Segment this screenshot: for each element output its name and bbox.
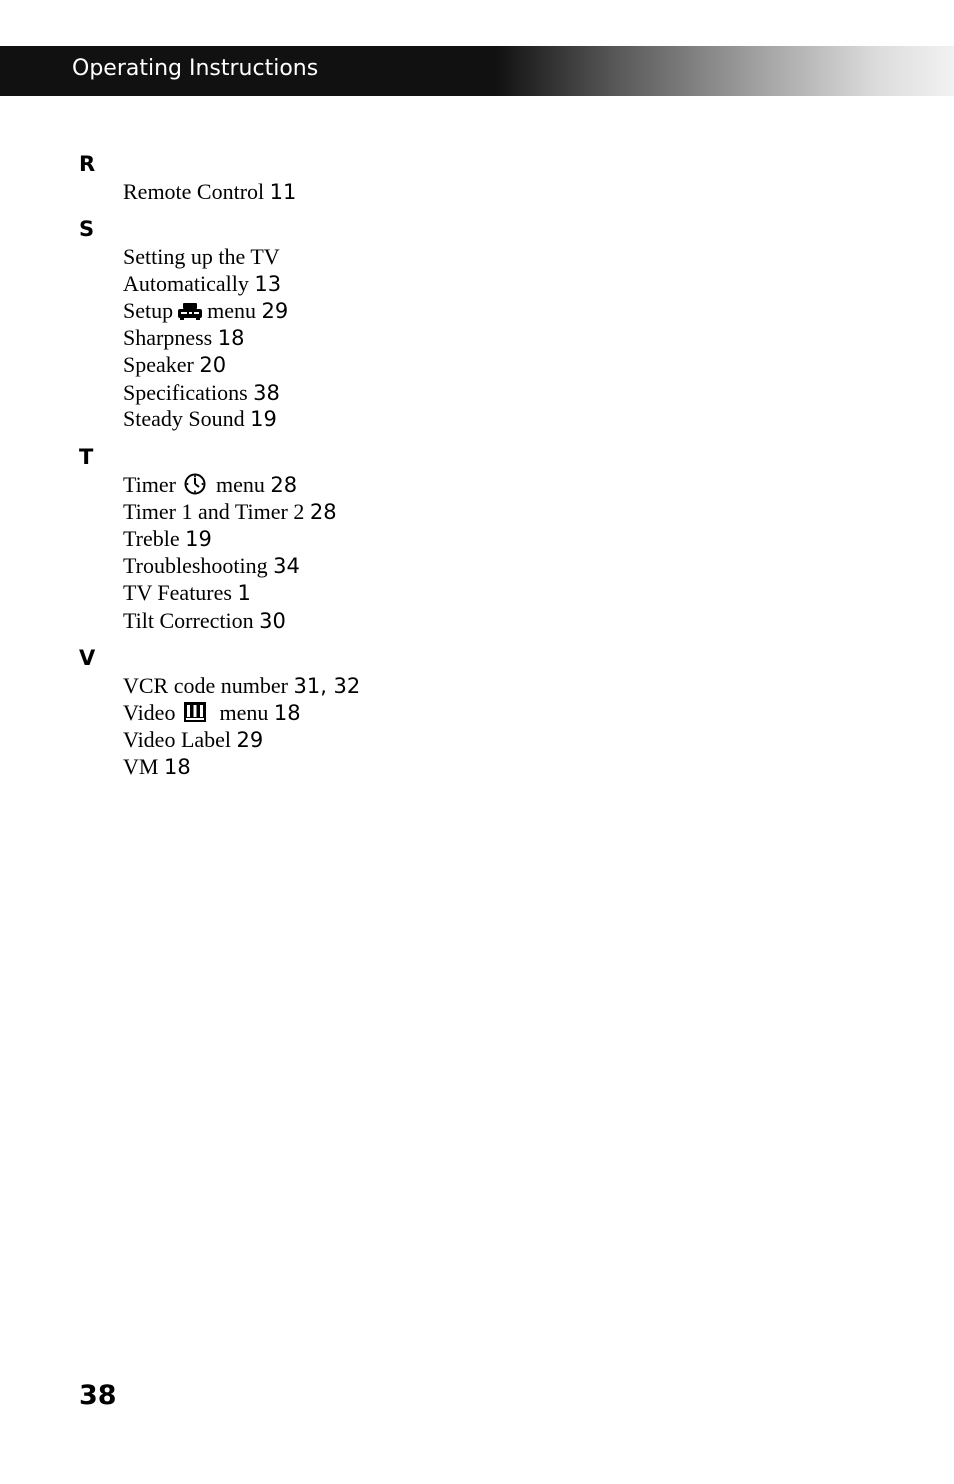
entry-label: Video Label: [123, 727, 232, 752]
entry-label: TV Features: [123, 580, 232, 605]
index-entry-speaker: [123, 352, 226, 378]
entry-label: Automatically: [123, 271, 249, 296]
entry-pages: 13: [254, 272, 282, 296]
entry-pages: 19: [185, 527, 212, 551]
entry-label: Treble: [123, 526, 180, 551]
index-entry-timer-menu: [123, 472, 297, 501]
entry-pages: 18: [217, 326, 245, 350]
entry-label: Tilt Correction: [123, 608, 254, 633]
entry-pages: 29: [236, 728, 264, 752]
header-title: Operating Instructions: [72, 56, 319, 81]
index-entry-tv-features: [123, 580, 251, 606]
index-letter-v: V: [79, 646, 96, 670]
entry-label: Troubleshooting: [123, 553, 268, 578]
index-letter-s: S: [79, 217, 95, 241]
entry-pages: 31, 32: [293, 674, 361, 698]
index-entry-vm: [123, 754, 191, 780]
page-number: 38: [79, 1380, 117, 1411]
entry-pages: 28: [270, 473, 298, 497]
entry-label: Specifications: [123, 380, 248, 405]
entry-label: Setup: [123, 298, 174, 323]
entry-pages: 19: [250, 407, 277, 431]
entry-label-after-icon: menu: [207, 298, 257, 323]
entry-pages: 18: [163, 755, 191, 779]
index-entry-tilt-correction: [123, 608, 286, 634]
entry-label: Setting up the TV: [123, 244, 280, 269]
entry-pages: 30: [259, 609, 286, 633]
index-entry-treble: [123, 526, 212, 552]
index-letter-t: T: [79, 445, 94, 469]
entry-pages: 38: [253, 381, 280, 405]
timer-clock-icon: [184, 473, 206, 501]
entry-pages: 34: [273, 554, 300, 578]
entry-label-after-icon: menu: [215, 472, 265, 497]
index-entry-sharpness: [123, 325, 244, 351]
setup-menu-icon: [177, 301, 203, 327]
entry-pages: 11: [269, 180, 297, 204]
index-entry-troubleshooting: [123, 553, 300, 579]
index-entry-timer1-timer2: [123, 499, 337, 525]
index-entry-video-menu: [123, 700, 301, 729]
index-entry-vcr-code-number: [123, 673, 360, 699]
index-entry-setup-menu: [123, 298, 288, 327]
entry-label: Timer 1 and Timer 2: [123, 499, 305, 524]
index-entry-video-label: [123, 727, 263, 753]
index-entry-remote-control: [123, 179, 296, 205]
entry-pages: 1: [237, 581, 251, 605]
header-bar: [0, 46, 954, 96]
entry-pages: 29: [261, 299, 289, 323]
entry-label: VCR code number: [123, 673, 288, 698]
entry-label-after-icon: menu: [219, 700, 269, 725]
index-entry-specifications: [123, 380, 280, 406]
entry-pages: 28: [309, 500, 337, 524]
index-entry-setting-up: [123, 244, 280, 270]
entry-pages: 20: [199, 353, 227, 377]
entry-pages: 18: [273, 701, 301, 725]
entry-label: Sharpness: [123, 325, 213, 350]
entry-label: Remote Control: [123, 179, 265, 204]
index-letter-r: R: [79, 152, 96, 176]
video-menu-icon: [183, 701, 207, 729]
entry-label: VM: [123, 754, 159, 779]
index-entry-steady-sound: [123, 406, 277, 432]
entry-label: Steady Sound: [123, 406, 245, 431]
index-entry-automatically: [123, 271, 281, 297]
entry-label: Timer: [123, 472, 176, 497]
entry-label: Video: [123, 700, 176, 725]
entry-label: Speaker: [123, 352, 194, 377]
